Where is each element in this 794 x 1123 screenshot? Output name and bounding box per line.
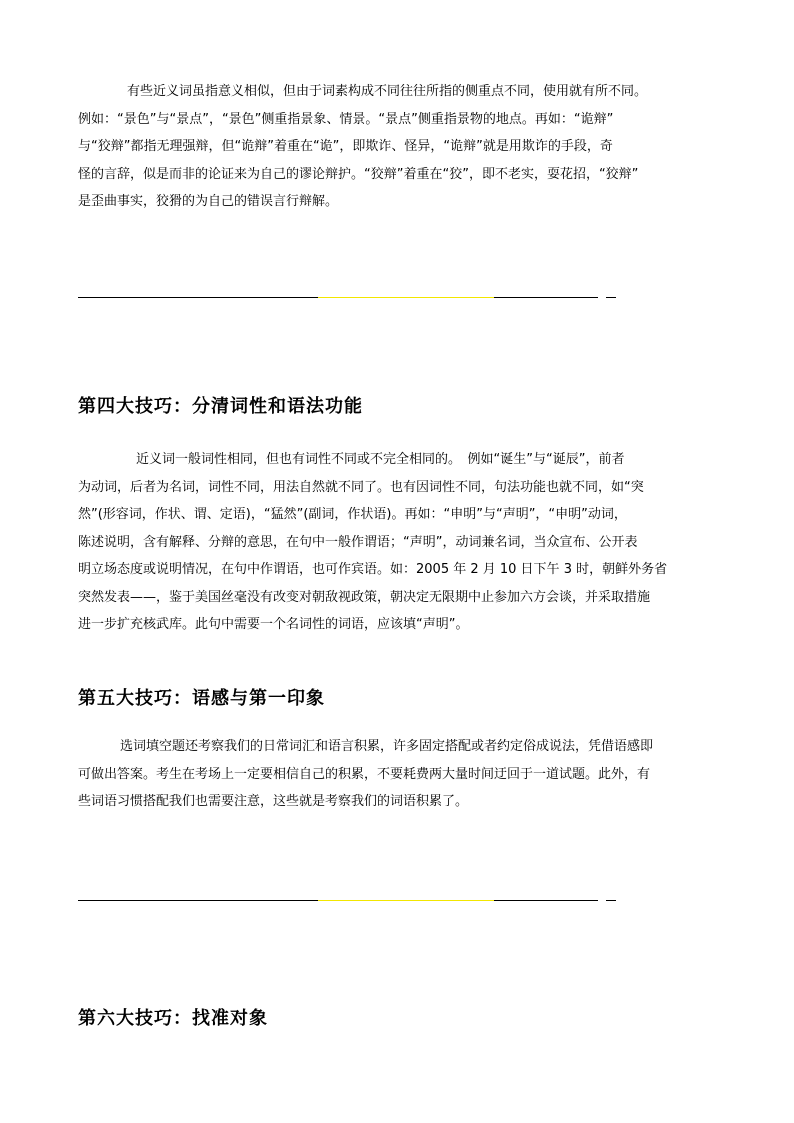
divider-dash [606,900,616,901]
divider-line [78,900,598,901]
paragraph-language-sense [78,733,718,816]
text-line: 为动词，后者为名词，词性不同，用法自然就不同了。也有因词性不同，句法功能也就不同，如“突 [78,479,644,495]
text-line: 明立场态度或说明情况，在句中作谓语，也可作宾语。如：2005 年 2 月 10 日下午 3 时，朝鲜外务省 [78,562,668,577]
paragraph-synonym-focus [78,78,718,216]
text-line: 例如：“景色”与“景点”，“景色”侧重指景象、情景。“景点”侧重指景物的地点。再如：“诡辩” [78,111,614,127]
text-line: 近义词一般词性相同，但也有词性不同或不完全相同的。 例如“诞生”与“诞辰”，前者 [136,452,625,467]
text-line: 有些近义词虽指意义相似，但由于词素构成不同往往所指的侧重点不同，使用就有所不同。 [127,84,648,99]
divider-dash [606,297,616,298]
text-line: 些词语习惯搭配我们也需要注意，这些就是考察我们的词语积累了。 [78,794,469,809]
text-line: 可做出答案。考生在考场上一定要相信自己的积累，不要耗费两大量时间迂回于一道试题。此外，有 [78,766,651,782]
heading-technique-4: 第四大技巧：分清词性和语法功能 [78,396,363,417]
text-line: 选词填空题还考察我们的日常词汇和语言积累，许多固定搭配或者约定俗成说法，凭借语感即 [120,739,654,754]
text-line: 突然发表——，鉴于美国丝毫没有改变对朝敌视政策，朝决定无限期中止参加六方会谈，并采取措施 [78,589,651,605]
text-line: 进一步扩充核武库。此句中需要一个名词性的词语，应该填“声明”。 [78,617,469,632]
divider-line [78,297,598,298]
text-line: 怪的言辞，似是而非的论证来为自己的谬论辩护。“狡辩”着重在“狡”，即不老实，耍花招，“狡辩” [78,166,639,182]
heading-technique-6: 第六大技巧：找准对象 [78,1008,268,1029]
paragraph-word-class [78,446,718,639]
text-line: 然”(形容词，作状、谓、定语)，“猛然”(副词，作状语)。再如：“申明”与“声明”，“申明”动词， [78,507,627,522]
text-line: 与“狡辩”都指无理强辩，但“诡辩”着重在“诡”，即欺诈、怪异，“诡辩”就是用欺诈的手段，奇 [78,139,613,154]
text-line: 是歪曲事实，狡猾的为自己的错误言行辩解。 [78,194,339,209]
heading-technique-5: 第五大技巧：语感与第一印象 [78,688,325,709]
text-line: 陈述说明，含有解释、分辩的意思，在句中一般作谓语；“声明”，动词兼名词，当众宣布、公开表 [78,534,638,550]
